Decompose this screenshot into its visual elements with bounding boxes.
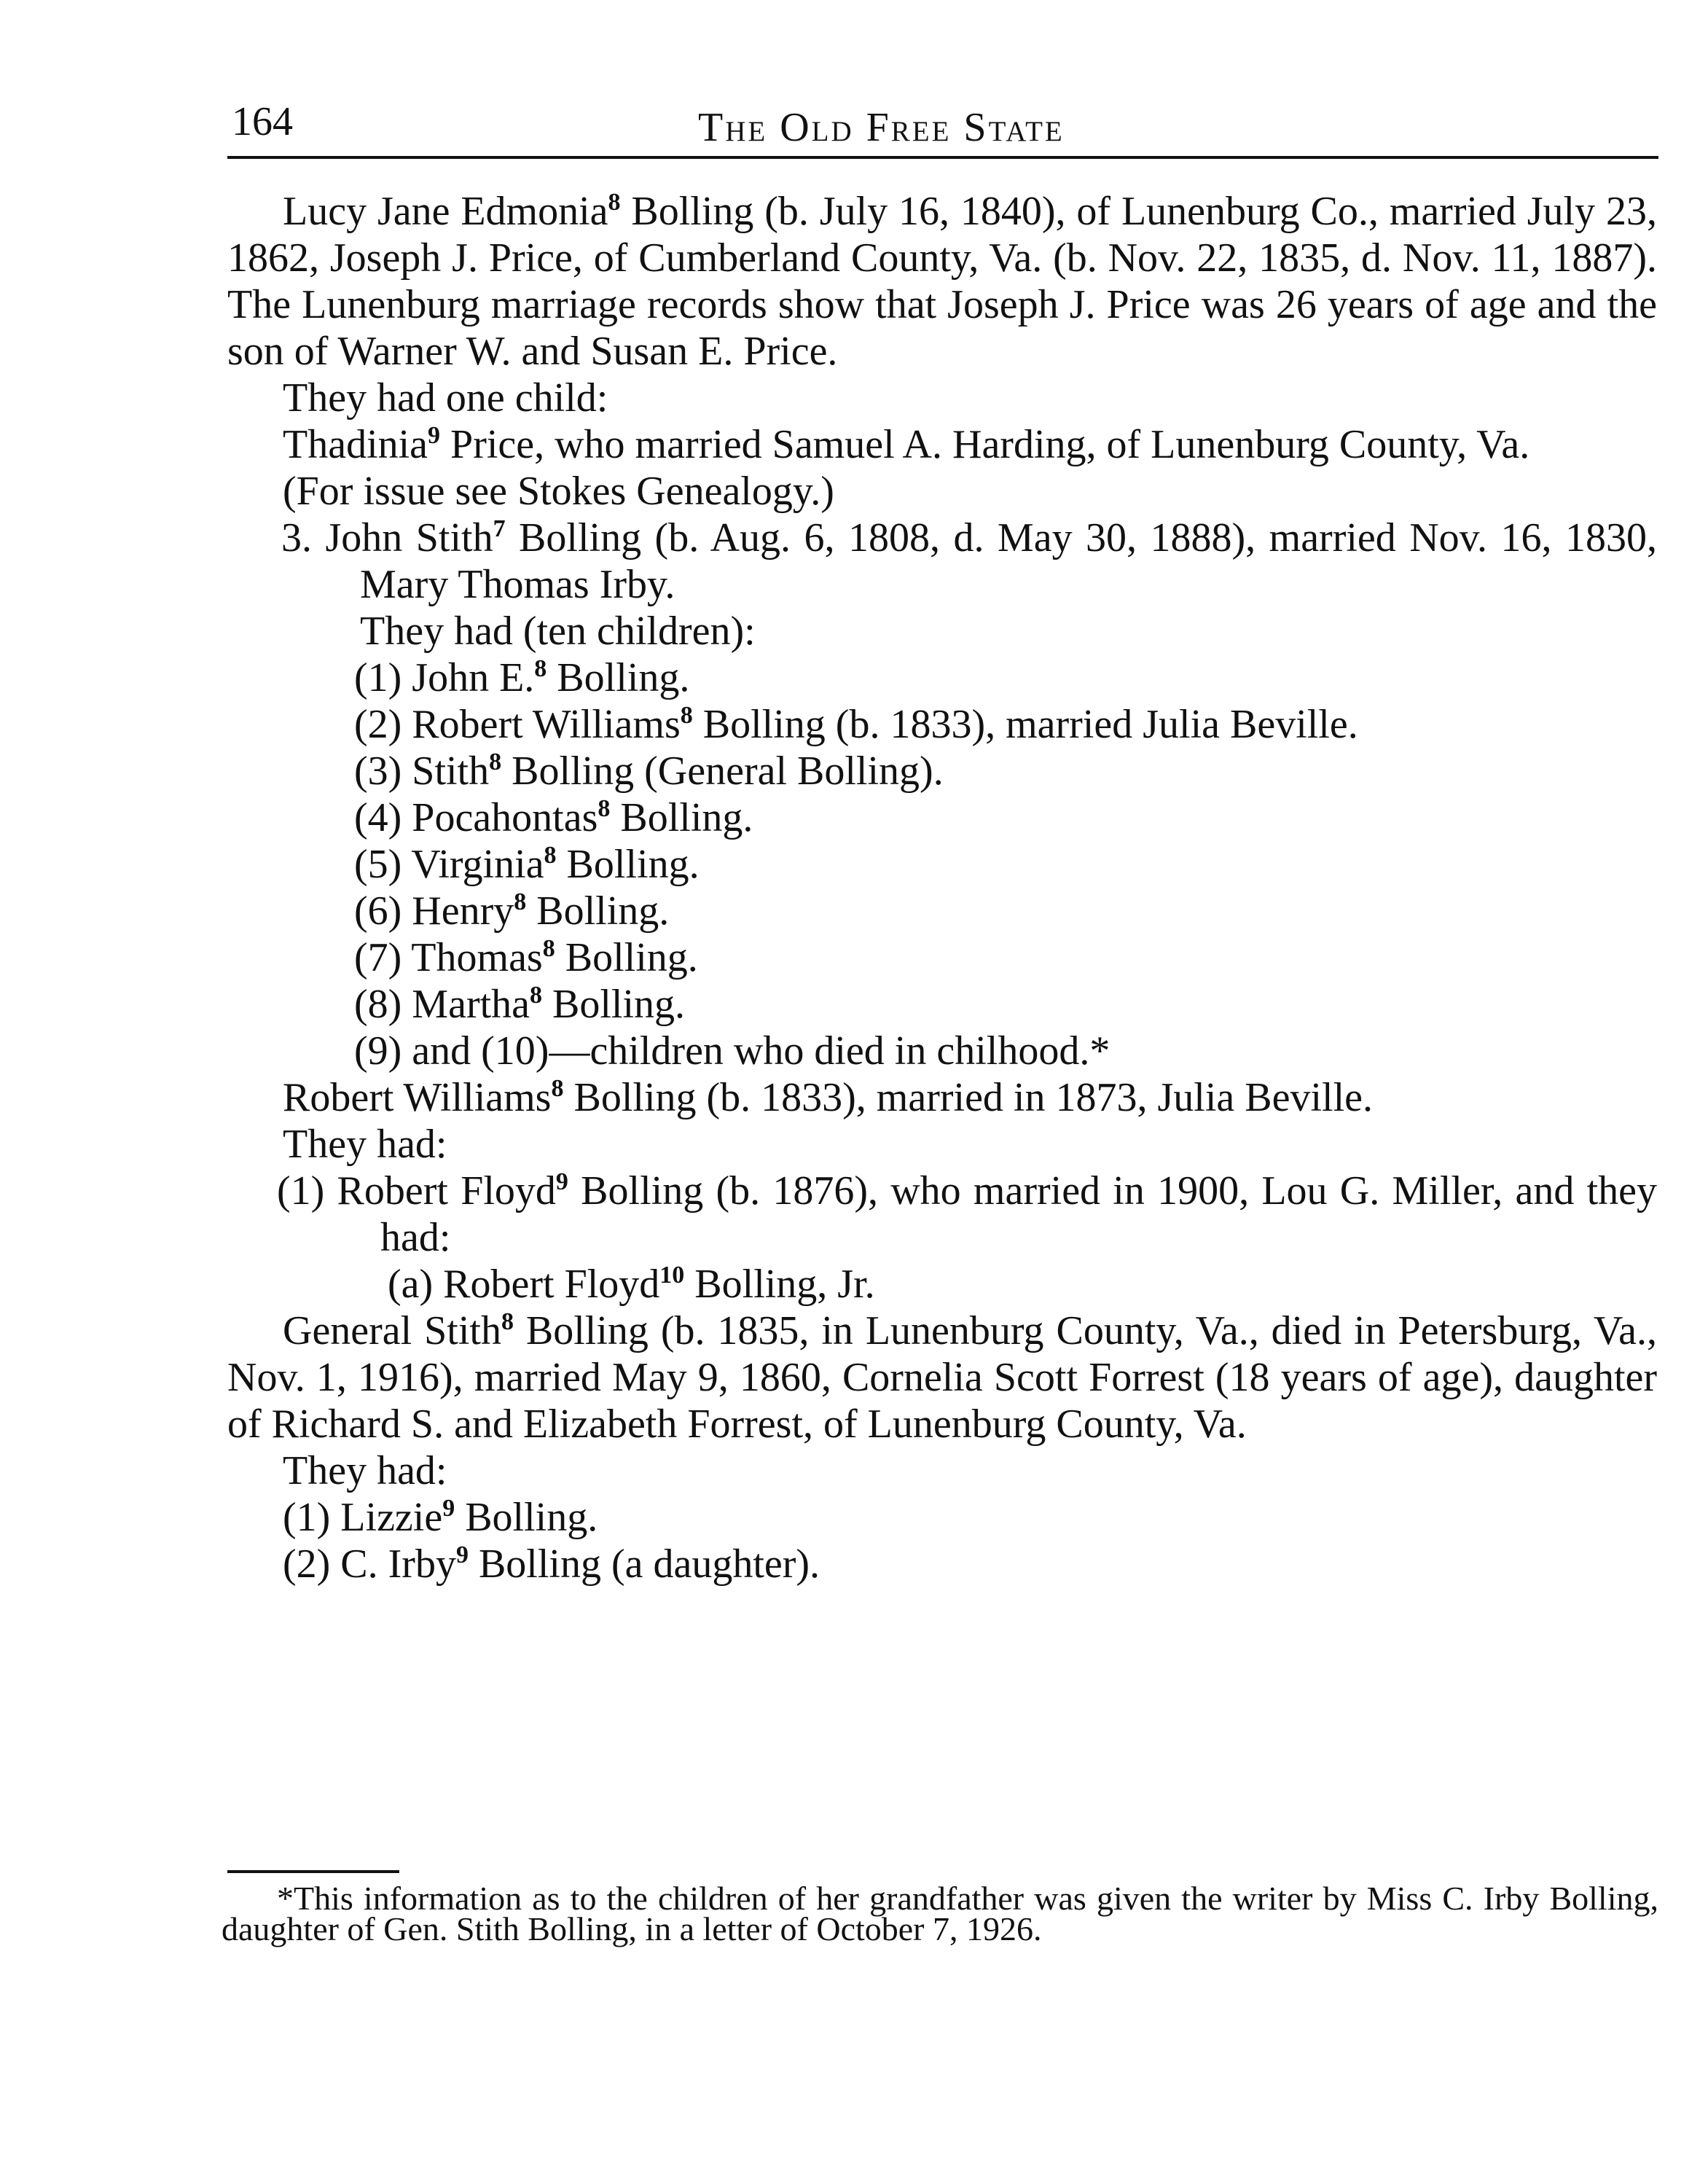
- generation-number: 9: [555, 1168, 568, 1195]
- paragraph-robert-floyd: [227, 1168, 1657, 1261]
- generation-number: 8: [530, 982, 543, 1009]
- header-rule: [227, 156, 1658, 159]
- paragraph-they-had-2: They had:: [283, 1448, 447, 1493]
- person-name: Virginia: [411, 842, 544, 887]
- paragraph-they-had: They had:: [283, 1122, 447, 1167]
- person-name: Stith: [412, 749, 490, 794]
- list-item: [227, 701, 1657, 748]
- generation-number: 8: [544, 842, 557, 869]
- item-number: (3): [354, 749, 412, 794]
- item-number: (1): [277, 1168, 337, 1213]
- paragraph-text: Bolling (b. 1835, in Lunenburg County, Va., died in Petersburg, Va., Nov. 1, 1916), married May 9, 1860, Cornelia Scott Forrest (18 years of age), daughter of Richard S. and Elizabeth Forrest, of Lunenburg County, Va.: [227, 1308, 1657, 1447]
- item-text: Bolling (b. 1833), married Julia Beville.: [692, 702, 1358, 747]
- item-number: (9): [354, 1028, 412, 1074]
- item-text: Bolling (General Bolling).: [501, 749, 944, 794]
- paragraph-john-stith: [227, 515, 1657, 608]
- person-name: Pocahontas: [412, 795, 598, 840]
- item-text: and (10)—children who died in chilhood.*: [412, 1028, 1110, 1074]
- generation-number: 9: [455, 1541, 469, 1568]
- item-text: Bolling.: [542, 982, 686, 1027]
- item-number: (7): [354, 935, 412, 980]
- generation-number: 8: [501, 1308, 514, 1335]
- list-item: [227, 841, 1657, 888]
- person-name: Martha: [412, 982, 530, 1027]
- footnote: [222, 1880, 1658, 1947]
- paragraph-text: Bolling (b. 1876), who married in 1900, Lou G. Miller, and they had:: [380, 1168, 1657, 1260]
- generation-number: 8: [489, 749, 502, 775]
- generation-number: 8: [551, 1075, 564, 1102]
- list-item: [227, 748, 1657, 794]
- item-text: Bolling.: [526, 888, 670, 934]
- item-number: (1): [354, 655, 412, 700]
- person-name: General Stith: [283, 1308, 501, 1353]
- paragraph-ten-children: They had (ten children):: [360, 609, 756, 654]
- generation-number: 8: [534, 655, 547, 682]
- list-item: [227, 934, 1657, 981]
- generation-number: 9: [428, 422, 441, 449]
- paragraph-thadinia: [227, 421, 1657, 468]
- item-text: Bolling.: [547, 655, 690, 700]
- generation-number: 8: [608, 189, 621, 216]
- item-number: 3.: [281, 515, 326, 560]
- paragraph-text: Bolling (b. Aug. 6, 1808, d. May 30, 1888), married Nov. 16, 1830, Mary Thomas Irby.: [360, 515, 1657, 607]
- person-name: (1) Lizzie: [283, 1495, 443, 1540]
- generation-number: 10: [659, 1262, 685, 1289]
- list-item: [227, 981, 1657, 1028]
- person-name: John Stith: [325, 515, 493, 560]
- item-number: (8): [354, 982, 412, 1027]
- person-name: (2) C. Irby: [283, 1541, 456, 1587]
- paragraph-text: Bolling, Jr.: [684, 1262, 875, 1307]
- list-item: [227, 654, 1657, 701]
- item-text: Bolling.: [555, 935, 698, 980]
- footnote-rule: [227, 1870, 399, 1873]
- running-title: The Old Free State: [698, 105, 1065, 150]
- list-item: [227, 1028, 1657, 1074]
- paragraph-c-irby: [227, 1541, 1657, 1587]
- person-name: Lucy Jane Edmonia: [283, 189, 608, 234]
- item-number: (4): [354, 795, 412, 840]
- item-number: (5): [354, 842, 412, 887]
- person-name: Henry: [412, 888, 514, 934]
- footnote-text: *This information as to the children of her grandfather was given the writer by Miss C. Irby Bolling, daughter of Gen. Stith Bolling, in a letter of October 7, 1926.: [222, 1880, 1658, 1947]
- item-number: (6): [354, 888, 412, 934]
- item-text: Bolling.: [556, 842, 700, 887]
- paragraph-robert-williams: [227, 1074, 1657, 1121]
- item-text: Bolling.: [610, 795, 753, 840]
- paragraph-lizzie: [227, 1494, 1657, 1541]
- generation-number: 8: [598, 795, 611, 822]
- page-body: [227, 188, 1657, 1587]
- generation-number: 7: [493, 515, 506, 542]
- person-name: (a) Robert Floyd: [388, 1262, 660, 1307]
- page-number: 164: [232, 99, 293, 144]
- paragraph-text: Bolling.: [455, 1495, 598, 1540]
- generation-number: 8: [514, 888, 527, 915]
- paragraph-text: Price, who married Samuel A. Harding, of Lunenburg County, Va.: [440, 422, 1530, 467]
- person-name: Thadinia: [283, 422, 428, 467]
- person-name: Robert Williams: [412, 702, 681, 747]
- running-header: [232, 98, 1661, 157]
- paragraph-issue-note: (For issue see Stokes Genealogy.): [283, 469, 834, 514]
- person-name: Thomas: [411, 935, 543, 980]
- item-number: (2): [354, 702, 412, 747]
- generation-number: 8: [542, 935, 555, 962]
- list-item: [227, 794, 1657, 841]
- generation-number: 9: [442, 1495, 455, 1522]
- paragraph-text: Bolling (b. July 16, 1840), of Lunenburg Co., married July 23, 1862, Joseph J. Price, of Cumberland County, Va. (b. Nov. 22, 1835, d. Nov. 11, 1887). The Lunenburg marriage records show that Joseph J. Price was 26 years of age and the son of Warner W. and Susan E. Price.: [227, 189, 1657, 374]
- paragraph-lucy-jane: [227, 188, 1657, 375]
- paragraph-they-had-one-child: They had one child:: [283, 375, 608, 421]
- paragraph-general-stith: [227, 1308, 1657, 1447]
- list-item: [227, 888, 1657, 934]
- person-name: John E.: [412, 655, 535, 700]
- paragraph-text: Bolling (b. 1833), married in 1873, Julia Beville.: [563, 1075, 1373, 1120]
- paragraph-robert-floyd-jr: [227, 1261, 1657, 1308]
- person-name: Robert Floyd: [337, 1168, 556, 1213]
- paragraph-text: Bolling (a daughter).: [468, 1541, 820, 1587]
- generation-number: 8: [680, 702, 693, 729]
- person-name: Robert Williams: [283, 1075, 552, 1120]
